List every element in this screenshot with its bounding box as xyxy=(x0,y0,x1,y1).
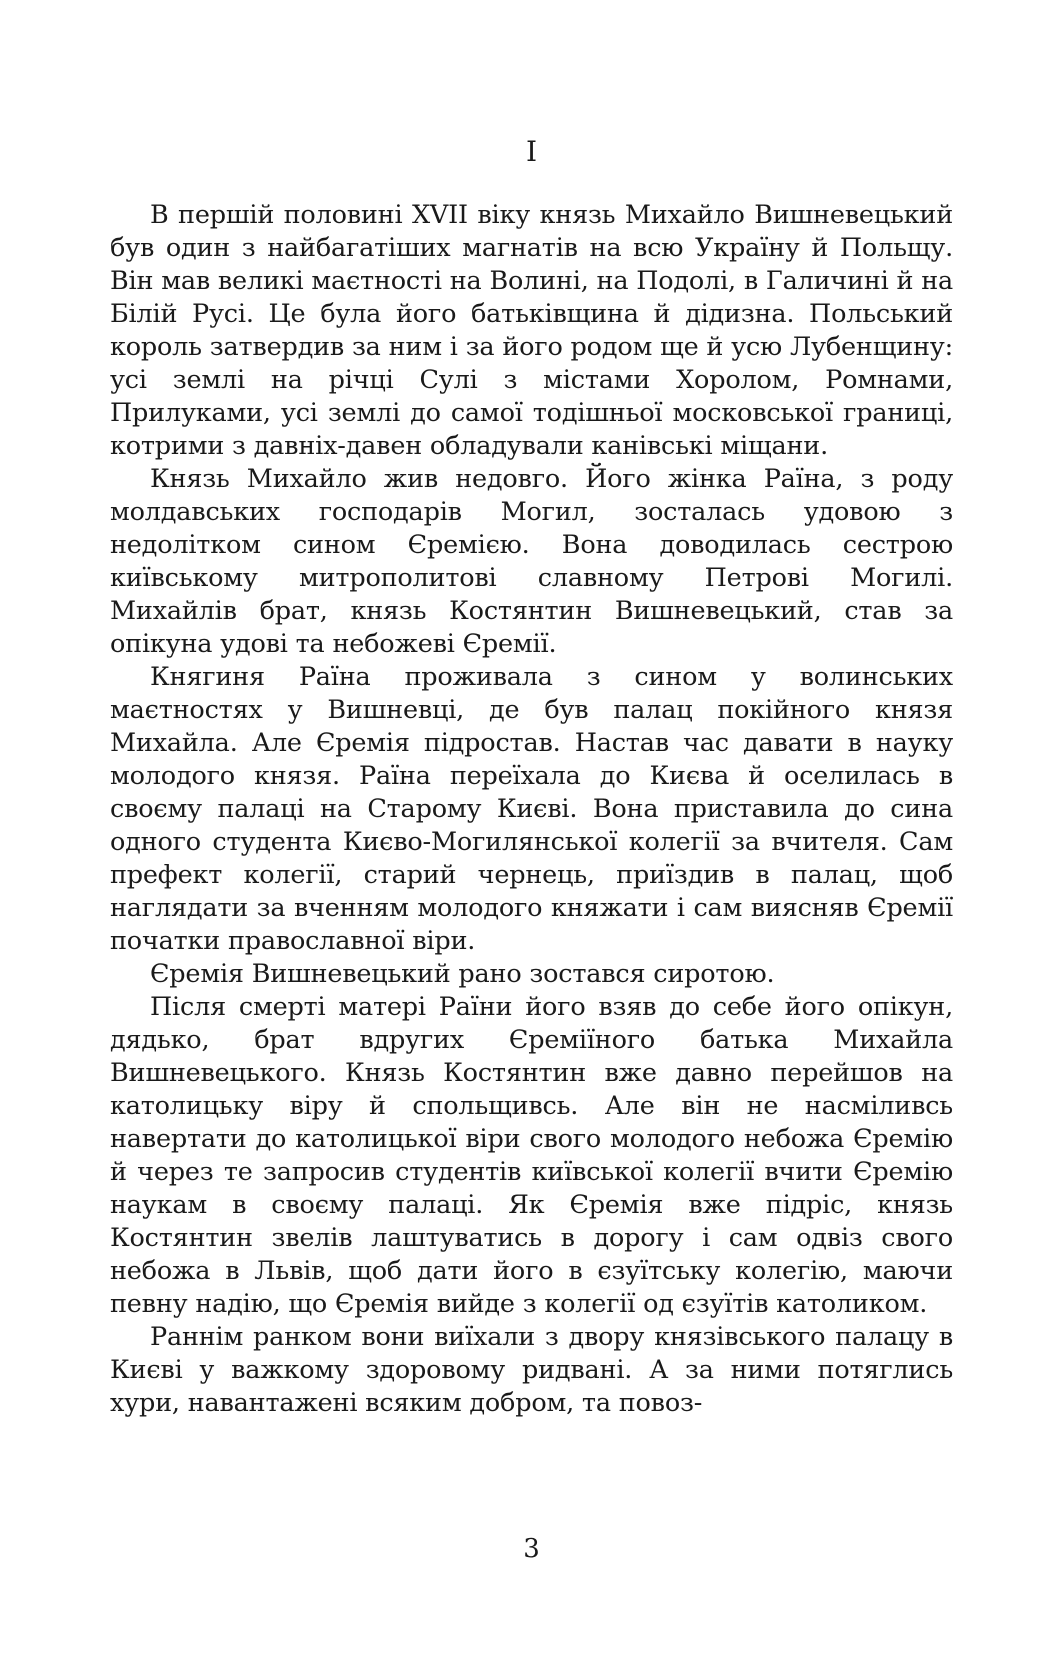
page-number: 3 xyxy=(523,1534,540,1564)
paragraph-1: В першій половині XVII віку князь Михайло Вишневецький був один з найбагатіших магнатів на всю Україну й Польщу. Він мав великі маєтності на Волині, на Подолі, в Галичині й на Білій Русі. Це була його батьківщина й дідизна. Польський король затвердив за ним і за його родом ще й усю Лубенщину: усі землі на річці Сулі з містами Хоролом, Ромнами, Прилуками, усі землі до самої тодішньої московської границі, котрими з давніх-давен обладували канівські міщани. xyxy=(110,200,953,461)
paragraph-2: Князь Михайло жив недовго. Його жінка Раїна, з роду молдавських господарів Могил, зосталась удовою з недолітком сином Єремією. Вона доводилась сестрою київському митрополитові славному Петрові Могилі. Михайлів брат, князь Костянтин Вишневецький, став за опікуна удові та небожеві Єремії. xyxy=(110,464,953,659)
body-text xyxy=(110,199,953,1420)
paragraph-5: Після смерті матері Раїни його взяв до себе його опікун, дядько, брат вдругих Єреміїного батька Михайла Вишневецького. Князь Костянтин вже давно перейшов на католицьку віру й спольщивсь. Але він не насміливсь навертати до католицької віри свого молодого небожа Єремію й через те запросив студентів київської колегії вчити Єремію наукам в своєму палаці. Як Єремія вже підріс, князь Костянтин звелів лаштуватись в дорогу і сам одвіз свого небожа в Львів, щоб дати його в єзуїтську колегію, маючи певну надію, що Єремія вийде з колегії од єзуїтів католиком. xyxy=(110,992,953,1319)
paragraph-3: Княгиня Раїна проживала з сином у волинських маєтностях у Вишневці, де був палац покійного князя Михайла. Але Єремія підростав. Настав час давати в науку молодого князя. Раїна переїхала до Києва й оселилась в своєму палаці на Старому Києві. Вона приставила до сина одного студента Києво-Могилянської колегії за вчителя. Сам префект колегії, старий чернець, приїздив в палац, щоб наглядати за вченням молодого княжати і сам виясняв Єремії початки православної віри. xyxy=(110,662,953,956)
paragraph-6: Раннім ранком вони виїхали з двору князівського палацу в Києві у важкому здоровому ридвані. А за ними потяглись хури, навантажені всяким добром, та повоз- xyxy=(110,1322,953,1418)
chapter-heading: I xyxy=(525,135,538,168)
paragraph-4: Єремія Вишневецький рано зостався сиротою. xyxy=(150,959,775,989)
